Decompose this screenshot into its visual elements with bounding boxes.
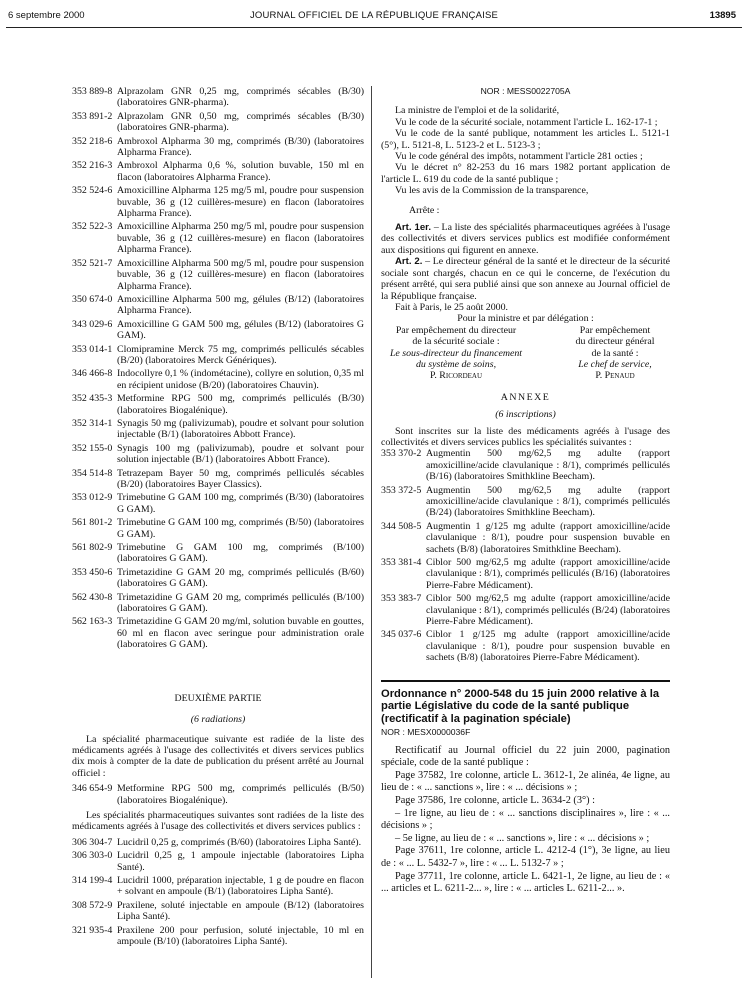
item-code: 352 524-6: [72, 185, 113, 197]
item-code: 353 381-4: [381, 557, 422, 569]
signature-left: [381, 325, 531, 382]
item-text: Praxilene, soluté injectable en ampoule (B/12) (laboratoires Lipha Santé).: [117, 899, 364, 923]
article-2-label: Art. 2.: [395, 256, 423, 268]
signature-right: [560, 325, 670, 382]
vu-list: [381, 117, 670, 197]
radiation-list-2: [72, 837, 364, 948]
list-item: [72, 258, 364, 292]
page-header: [0, 8, 748, 26]
radiations-count: (6 radiations): [190, 714, 246, 726]
signature-left-title: du système de soins,: [415, 358, 497, 370]
arrete-line: Arrête :: [409, 204, 440, 216]
item-code: 561 802-9: [72, 542, 113, 554]
signature-left-line: de la sécurité sociale :: [412, 336, 500, 348]
signature-right-line: de la santé :: [591, 347, 639, 359]
list-item: [72, 616, 364, 650]
list-item: [72, 492, 364, 515]
item-code: 353 383-7: [381, 593, 422, 605]
ordonnance-title: Ordonnance n° 2000-548 du 15 juin 2000 relative à la partie Législative du code de la santé publique (rectificatif à la pagination spéciale): [381, 687, 660, 725]
item-text: Ambroxol Alpharma 0,6 %, solution buvable, 150 ml en flacon (laboratoires Alpharma France).: [117, 160, 364, 183]
header-page-number: 13895: [709, 10, 736, 21]
signature-left-line: Par empêchement du directeur: [395, 324, 517, 336]
item-text: Alprazolam GNR 0,50 mg, comprimés sécables (B/30) (laboratoires GNR-pharma).: [117, 110, 364, 134]
item-text: Amoxicilline Alpharma 500 mg/5 ml, poudre pour suspension buvable, 36 g (12 cuillères-mesure) en flacon (laboratoires Alpharma France).: [117, 257, 364, 292]
item-code: 308 572-9: [72, 899, 113, 911]
item-text: Augmentin 500 mg/62,5 mg adulte (rapport amoxicilline/acide clavulanique : 8/1), comprimés pelliculés (B/16) (laboratoires Smithkline Beecham).: [426, 448, 670, 483]
item-code: 353 891-2: [72, 110, 113, 122]
list-item: [72, 136, 364, 159]
rectificatif-line: – 1re ligne, au lieu de : « ... sanctions disciplinaires », lire : « ... décisions » ;: [381, 807, 670, 832]
list-item: [381, 521, 670, 555]
rectificatif-line: Page 37586, 1re colonne, article L. 3634-2 (3°) :: [395, 794, 595, 806]
article-2-text: – Le directeur général de la santé et le directeur de la sécurité sociale sont chargés, chacun en ce qui le concerne, de l'exécution du présent arrêté, qui sera publié ainsi que son annexe au Journal officiel de la République française.: [381, 256, 670, 302]
item-text: Amoxicilline Alpharma 125 mg/5 ml, poudre pour suspension buvable, 36 g (12 cuillères-mesure) en flacon (laboratoires Alpharma France).: [117, 185, 364, 220]
vu-line: Vu le décret n° 82-253 du 16 mars 1982 portant application de l'article L. 619 du code de la santé publique ;: [381, 162, 670, 185]
item-text: Trimebutine G GAM 100 mg, comprimés (B/50) (laboratoires G GAM).: [117, 517, 364, 540]
list-item: [381, 593, 670, 627]
signatures: [381, 325, 670, 382]
item-text: Lucidril 0,25 g, 1 ampoule injectable (laboratoires Lipha Santé).: [117, 850, 364, 873]
item-code: 352 521-7: [72, 257, 113, 269]
annexe-intro: Sont inscrites sur la liste des médicaments agréés à l'usage des collectivités et divers services publics les spécialités suivantes :: [381, 425, 670, 448]
article-1: [381, 222, 670, 256]
item-code: 352 155-0: [72, 442, 113, 454]
header-rule: [6, 27, 742, 28]
signature-right-line: Par empêchement: [579, 324, 651, 336]
item-text: Trimetazidine G GAM 20 mg, comprimés pelliculés (B/60) (laboratoires G GAM).: [117, 566, 364, 590]
item-text: Indocollyre 0,1 % (indométacine), collyre en solution, 0,35 ml en récipient unidose (B/20) (laboratoires Chauvin).: [117, 368, 364, 391]
item-code: 562 430-8: [72, 591, 113, 603]
signature-right-name: P. Penaud: [595, 370, 635, 382]
left-column: [72, 86, 364, 949]
annexe-list: [381, 448, 670, 663]
list-item: [72, 517, 364, 540]
item-text: Metformine RPG 500 mg, comprimés pelliculés (B/50) (laboratoires Biogalénique).: [117, 783, 364, 806]
signature-left-name: P. Ricordeau: [429, 370, 483, 382]
item-code: 306 303-0: [72, 850, 113, 862]
article-1-text: – La liste des spécialités pharmaceutiques agréées à l'usage des collectivités et divers services publics est modifiée conformément aux dispositions qui figurent en annexe.: [381, 222, 671, 256]
list-item: [72, 319, 364, 342]
item-code: 353 450-6: [72, 566, 113, 578]
list-item: [72, 925, 364, 948]
list-item: [381, 557, 670, 591]
list-item: [72, 900, 364, 923]
rectificatif-line: Page 37582, 1re colonne, article L. 3612-1, 2e alinéa, 4e ligne, au lieu de : « ... sanctions », lire : « ... décisions » ;: [381, 769, 670, 794]
list-item: [72, 567, 364, 590]
item-text: Metformine RPG 500 mg, comprimés pelliculés (B/30) (laboratoires Biogalénique).: [117, 393, 364, 416]
article-2: [381, 256, 670, 302]
item-text: Ciblor 1 g/125 mg adulte (rapport amoxicilline/acide clavulanique : 8/1), poudre pour suspension buvable en sachets (B/8) (laboratoires Pierre-Fabre Médicament).: [426, 629, 670, 664]
item-text: Synagis 100 mg (palivizumab), poudre et solvant pour solution injectable (B/1) (laboratoires Abbott France).: [117, 442, 364, 466]
list-item: [72, 783, 364, 806]
list-item: [381, 629, 670, 663]
item-code: 352 216-3: [72, 160, 113, 172]
list-item: [72, 443, 364, 466]
header-title: JOURNAL OFFICIEL DE LA RÉPUBLIQUE FRANÇAISE: [249, 10, 499, 21]
item-text: Praxilene 200 pour perfusion, soluté injectable, 10 ml en ampoule (B/10) (laboratoires Lipha Santé).: [117, 924, 364, 947]
signature-right-title: Le chef de service,: [578, 358, 652, 370]
rectificatif-list: [381, 745, 670, 896]
item-code: 352 522-3: [72, 221, 113, 233]
list-item: [72, 294, 364, 317]
item-code: 353 014-1: [72, 343, 113, 355]
list-item: [72, 837, 364, 848]
item-code: 346 466-8: [72, 368, 113, 380]
radiation-intro-1: La spécialité pharmaceutique suivante est radiée de la liste des médicaments agréés à l'usage des collectivités et divers services publics dix mois à compter de la date de publication du présent arrêté au Journal officiel :: [72, 733, 364, 779]
item-code: 306 304-7: [72, 836, 113, 848]
list-item: [72, 875, 364, 898]
rectificatif-line: Rectificatif au Journal officiel du 22 juin 2000, pagination spéciale, code de la santé publique :: [381, 744, 670, 769]
fait-line: Fait à Paris, le 25 août 2000.: [395, 301, 508, 313]
item-code: 353 372-5: [381, 484, 422, 496]
item-text: Trimebutine G GAM 100 mg, comprimés (B/100) (laboratoires G GAM).: [117, 542, 364, 565]
nor-reference-2: NOR : MESX0000036F: [381, 727, 471, 738]
item-text: Trimetazidine G GAM 20 mg/ml, solution buvable en gouttes, 60 ml en flacon avec seringue pour administration orale (laboratoires G GAM).: [117, 616, 364, 651]
item-code: 353 012-9: [72, 492, 113, 504]
signature-right-line: du directeur général: [575, 336, 655, 348]
rectificatif-line: Page 37611, 1re colonne, article L. 4212-4 (1°), 3e ligne, au lieu de : « ... L. 5432-7 », lire : « ... L. 5132-7 » ;: [381, 845, 670, 869]
ministre-line: La ministre de l'emploi et de la solidarité,: [395, 105, 560, 117]
item-text: Synagis 50 mg (palivizumab), poudre et solvant pour solution injectable (B/1) (laboratoires Abbott France).: [117, 417, 364, 441]
item-text: Ambroxol Alpharma 30 mg, comprimés (B/30) (laboratoires Alpharma France).: [117, 135, 364, 159]
item-code: 344 508-5: [381, 520, 422, 532]
item-text: Ciblor 500 mg/62,5 mg adulte (rapport amoxicilline/acide clavulanique : 8/1), comprimés pelliculés (B/24) (laboratoires Pierre-Fabre Médicament).: [426, 593, 670, 628]
item-code: 354 514-8: [72, 467, 113, 479]
list-item: [72, 185, 364, 219]
list-item: [72, 592, 364, 615]
item-text: Tetrazepam Bayer 50 mg, comprimés pelliculés sécables (B/20) (laboratoires Bayer Classics).: [117, 467, 364, 490]
item-text: Clomipramine Merck 75 mg, comprimés pelliculés sécables (B/20) (laboratoires Merck Génériques).: [117, 343, 364, 366]
list-item: [72, 111, 364, 134]
list-item: [72, 368, 364, 391]
list-item: [72, 468, 364, 491]
item-text: Augmentin 1 g/125 mg adulte (rapport amoxicilline/acide clavulanique : 8/1), poudre pour suspension buvable en sachets (B/8) (laboratoires Smithkline Beecham).: [426, 520, 670, 555]
item-code: 561 801-2: [72, 517, 113, 529]
item-code: 352 314-1: [72, 417, 113, 429]
part-title: DEUXIÈME PARTIE: [174, 692, 262, 704]
pour-line: Pour la ministre et par délégation :: [457, 313, 594, 325]
inscriptions-list: [72, 86, 364, 651]
list-item: [72, 344, 364, 367]
rectificatif-line: – 5e ligne, au lieu de : « ... sanctions », lire : « ... décisions » ;: [395, 832, 650, 844]
header-date: 6 septembre 2000: [8, 10, 85, 21]
item-code: 352 435-3: [72, 393, 113, 405]
article-1-label: Art. 1er.: [395, 222, 432, 234]
nor-reference: NOR : MESS0022705A: [480, 86, 571, 96]
vu-line: Vu le code de la santé publique, notamment les articles L. 5121-1 (5°), L. 5121-8, L. 5123-2 et L. 5123-3 ;: [381, 128, 670, 151]
item-text: Augmentin 500 mg/62,5 mg adulte (rapport amoxicilline/acide clavulanique : 8/1), comprimés pelliculés (B/24) (laboratoires Smithkline Beecham).: [426, 484, 670, 519]
item-code: 352 218-6: [72, 135, 113, 147]
annexe-title: ANNEXE: [500, 391, 551, 403]
list-item: [72, 221, 364, 255]
list-item: [72, 542, 364, 565]
item-text: Amoxicilline Alpharma 250 mg/5 ml, poudre pour suspension buvable, 36 g (12 cuillères-mesure) en flacon (laboratoires Alpharma France).: [117, 221, 364, 256]
item-code: 353 889-8: [72, 86, 113, 97]
item-text: Amoxicilline Alpharma 500 mg, gélules (B/12) (laboratoires Alpharma France).: [117, 293, 364, 317]
item-text: Ciblor 500 mg/62,5 mg adulte (rapport amoxicilline/acide clavulanique : 8/1), comprimés pelliculés (B/16) (laboratoires Pierre-Fabre Médicament).: [426, 557, 670, 591]
list-item: [72, 86, 364, 109]
list-item: [72, 160, 364, 183]
item-text: Alprazolam GNR 0,25 mg, comprimés sécables (B/30) (laboratoires GNR-pharma).: [117, 86, 364, 109]
list-item: [72, 393, 364, 416]
item-code: 346 654-9: [72, 783, 113, 795]
item-code: 343 029-6: [72, 318, 113, 330]
item-code: 353 370-2: [381, 448, 422, 460]
item-code: 562 163-3: [72, 616, 113, 628]
vu-line: Vu le code de la sécurité sociale, notamment l'article L. 162-17-1 ;: [395, 116, 658, 128]
right-column: [381, 86, 670, 896]
list-item: [72, 418, 364, 441]
item-text: Lucidril 0,25 g, comprimés (B/60) (laboratoires Lipha Santé).: [117, 836, 362, 848]
item-code: 345 037-6: [381, 629, 422, 641]
inscriptions-count: (6 inscriptions): [495, 409, 556, 421]
item-code: 314 199-4: [72, 874, 113, 886]
item-text: Trimetazidine G GAM 20 mg, comprimés pelliculés (B/100) (laboratoires G GAM).: [117, 591, 364, 615]
radiation-list-1: [72, 783, 364, 806]
list-item: [381, 448, 670, 482]
rectificatif-line: Page 37711, 1re colonne, article L. 6421-1, 2e ligne, au lieu de : « ... articles et L. 6211-2... », lire : « ... articles L. 6211-2... ».: [381, 870, 670, 895]
signature-left-title: Le sous-directeur du financement: [389, 347, 523, 359]
column-divider: [371, 86, 372, 978]
item-text: Lucidril 1000, préparation injectable, 1 g de poudre en flacon + solvant en ampoule (B/1) (laboratoires Lipha Santé).: [117, 874, 364, 898]
list-item: [72, 850, 364, 873]
item-code: 350 674-0: [72, 293, 113, 305]
radiation-intro-2: Les spécialités pharmaceutiques suivantes sont radiées de la liste des médicaments agréés à l'usage des collectivités et divers services publics :: [72, 809, 364, 833]
ordonnance-rule: [381, 680, 670, 682]
list-item: [381, 485, 670, 519]
vu-line: Vu les avis de la Commission de la transparence,: [395, 185, 589, 197]
item-code: 321 935-4: [72, 924, 113, 936]
item-text: Trimebutine G GAM 100 mg, comprimés (B/30) (laboratoires G GAM).: [117, 492, 364, 515]
item-text: Amoxicilline G GAM 500 mg, gélules (B/12) (laboratoires G GAM).: [117, 318, 364, 342]
vu-line: Vu le code général des impôts, notamment l'article 281 octies ;: [395, 151, 643, 163]
